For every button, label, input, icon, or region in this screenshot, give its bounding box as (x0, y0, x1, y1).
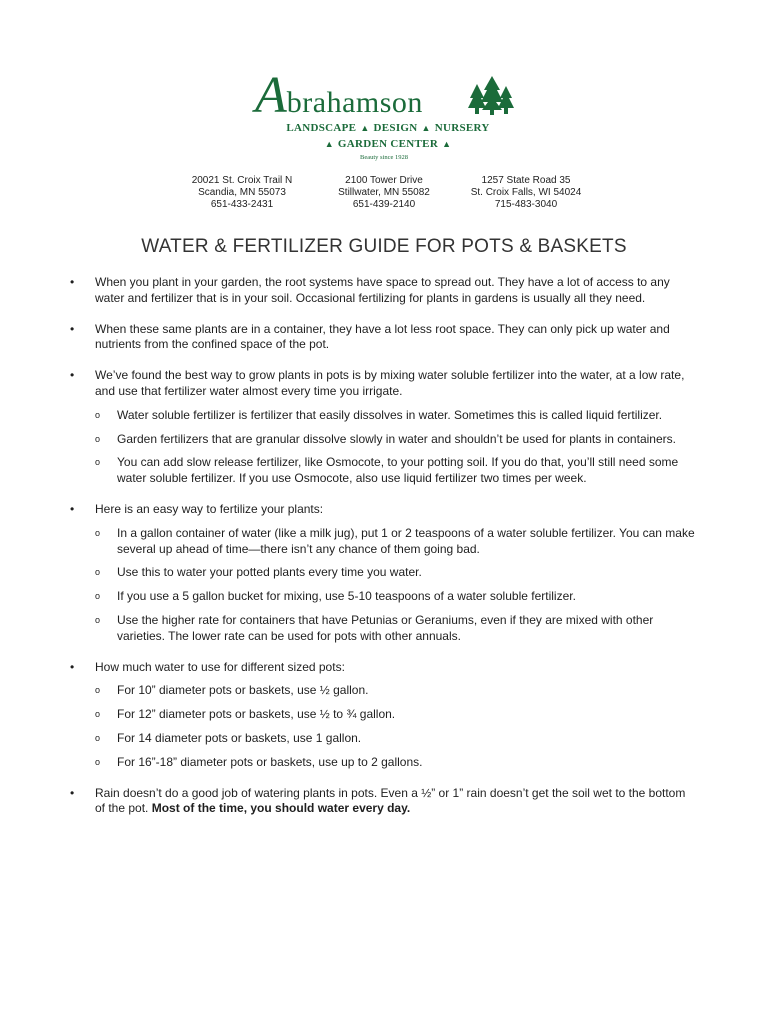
tagline-design: DESIGN (373, 122, 418, 134)
bullet-text: When these same plants are in a container, they have a lot less root space. They can only pick up water and nutrients from the confined space of the pot. (95, 321, 670, 352)
sub-list-item (95, 683, 696, 699)
triangle-icon: ▲ (421, 123, 431, 133)
circle-bullet-icon: o (95, 709, 101, 720)
bullet-icon: • (70, 321, 75, 336)
company-logo (0, 67, 768, 165)
sub-list-item (95, 589, 696, 605)
sub-list-item (95, 731, 696, 747)
logo-tagline-garden (4, 138, 768, 150)
guide-content (0, 275, 768, 832)
sub-list-item (95, 526, 696, 558)
bullet-icon: • (70, 368, 75, 383)
bullet-text: When you plant in your garden, the root systems have space to spread out. They have a lot of access to any water and fertilizer that is in your soil. Occasional fertilizing for plants in gardens is usually all they need. (95, 275, 670, 305)
list-item (0, 502, 768, 645)
circle-bullet-icon: o (95, 457, 101, 468)
address-city: Scandia, MN 55073 (198, 187, 286, 198)
bullet-text: Here is an easy way to fertilize your plants: (95, 501, 324, 516)
bullet-text: How much water to use for different sized pots: (95, 659, 345, 674)
logo-wordmark (255, 67, 423, 124)
address-scandia (162, 175, 322, 211)
sub-item-text: For 12” diameter pots or baskets, use ½ to ¾ gallon. (117, 707, 396, 722)
sub-item-text: Use the higher rate for containers that have Petunias or Geraniums, even if they are mixed with other varieties. The lower rate can be used for pots with other annuals. (117, 612, 654, 643)
address-city: Stillwater, MN 55082 (338, 187, 430, 198)
bullet-text-plain: Rain doesn’t do a good job of watering plants in pots. Even a ½” or 1” rain doesn’t get the soil wet to the bottom of the pot. (95, 785, 686, 816)
address-street: 2100 Tower Drive (345, 175, 423, 186)
tagline-landscape: LANDSCAPE (286, 122, 357, 134)
address-street: 20021 St. Croix Trail N (191, 175, 293, 186)
logo-since: Beauty since 1928 (359, 154, 409, 161)
bullet-text (95, 786, 696, 818)
address-phone: 651-433-2431 (210, 199, 274, 210)
logo-name-rest: brahamson (286, 86, 423, 119)
bullet-icon: • (70, 785, 75, 800)
logo-tagline-services (4, 122, 768, 134)
circle-bullet-icon: o (95, 732, 101, 743)
bullet-icon: • (70, 275, 75, 289)
circle-bullet-icon: o (95, 614, 101, 625)
list-item (0, 368, 768, 487)
bullet-icon: • (70, 659, 75, 674)
pine-trees-icon (468, 74, 514, 116)
sub-item-text: Garden fertilizers that are granular dissolve slowly in water and shouldn’t be used for plants in containers. (117, 431, 676, 446)
sub-list-item (95, 408, 696, 424)
page-title: WATER & FERTILIZER GUIDE FOR POTS & BASKETS (141, 236, 627, 257)
tagline-garden-center: GARDEN CENTER (337, 138, 439, 150)
sub-list-item (95, 755, 696, 771)
circle-bullet-icon: o (95, 685, 101, 696)
circle-bullet-icon: o (95, 591, 101, 602)
triangle-icon: ▲ (360, 123, 370, 133)
address-street: 1257 State Road 35 (481, 175, 571, 186)
list-item (0, 660, 768, 771)
list-item (0, 322, 768, 354)
sub-list-item (95, 455, 696, 487)
circle-bullet-icon: o (95, 567, 101, 578)
address-city: St. Croix Falls, WI 54024 (470, 187, 582, 198)
circle-bullet-icon: o (95, 409, 101, 420)
circle-bullet-icon: o (95, 527, 101, 538)
sub-list-item (95, 432, 696, 448)
circle-bullet-icon: o (95, 756, 101, 767)
address-phone: 651-439-2140 (352, 199, 416, 210)
list-item (0, 275, 768, 307)
store-addresses (0, 175, 768, 215)
sub-item-text: If you use a 5 gallon bucket for mixing, use 5-10 teaspoons of a water soluble fertilizer. (117, 589, 576, 604)
sub-item-text: In a gallon container of water (like a milk jug), put 1 or 2 teaspoons of a water soluble fertilizer. You can make several up ahead of time—there isn’t any chance of them going bad. (117, 525, 695, 556)
address-phone: 715-483-3040 (494, 199, 558, 210)
logo-initial: A (255, 67, 287, 124)
sub-item-text: For 14 diameter pots or baskets, use 1 gallon. (117, 730, 362, 745)
tagline-nursery: NURSERY (434, 122, 490, 134)
bullet-text-emphasis: Most of the time, you should water every day. (151, 801, 411, 816)
sub-list-item (95, 565, 696, 581)
sub-item-text: You can add slow release fertilizer, like Osmocote, to your potting soil. If you do that, you’ll still need some water soluble fertilizer. If you use Osmocote, also use liquid fertilizer two times per week. (117, 455, 679, 486)
address-stillwater (304, 175, 464, 211)
list-item (0, 786, 768, 818)
triangle-icon: ▲ (442, 139, 452, 149)
bullet-icon: • (70, 501, 75, 516)
circle-bullet-icon: o (95, 433, 101, 444)
sub-item-text: For 16”-18” diameter pots or baskets, use up to 2 gallons. (117, 754, 423, 769)
sub-list-item (95, 613, 696, 645)
sub-item-text: Water soluble fertilizer is fertilizer that easily dissolves in water. Sometimes this is called liquid fertilizer. (117, 407, 663, 422)
address-st-croix-falls (446, 175, 606, 211)
sub-list-item (95, 707, 696, 723)
sub-item-text: For 10” diameter pots or baskets, use ½ gallon. (117, 683, 369, 698)
triangle-icon: ▲ (324, 139, 334, 149)
sub-item-text: Use this to water your potted plants every time you water. (117, 565, 422, 580)
bullet-text: We’ve found the best way to grow plants in pots is by mixing water soluble fertilizer into the water, at a low rate, and use that fertilizer water almost every time you irrigate. (95, 368, 685, 398)
